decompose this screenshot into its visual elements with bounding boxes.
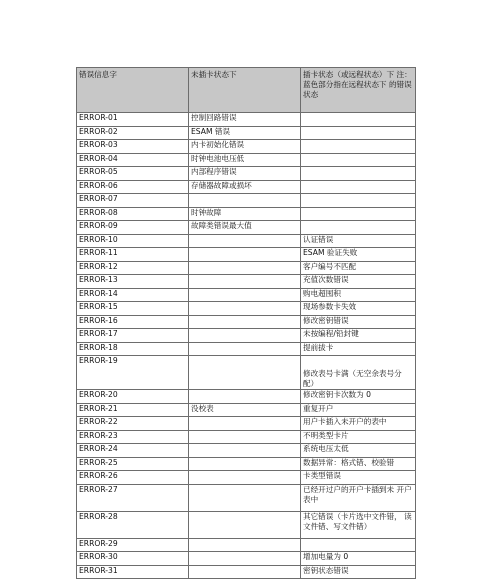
error-code-cell: ERROR-28 [77,511,189,538]
card-cell: 增加电量为 0 [301,552,416,566]
card-cell: 不明类型卡片 [301,430,416,444]
table-row [77,342,416,356]
no-card-cell: 内卡初始化错误 [189,140,301,154]
table-row [77,288,416,302]
table-row [77,261,416,275]
error-code-cell: ERROR-24 [77,444,189,458]
table-row [77,552,416,566]
table-row [77,302,416,316]
table-row [77,221,416,235]
no-card-cell [189,417,301,431]
no-card-cell [189,565,301,579]
table-row [77,471,416,485]
no-card-cell [189,261,301,275]
table-header-row [77,68,416,113]
table-row [77,511,416,538]
table-row [77,457,416,471]
no-card-cell [189,511,301,538]
table-row [77,113,416,127]
card-cell [301,167,416,181]
no-card-cell [189,552,301,566]
table-row [77,484,416,511]
card-cell [301,126,416,140]
error-code-table [76,67,416,579]
table-row [77,444,416,458]
card-cell: 数据异常：格式错、校验错 [301,457,416,471]
error-code-cell: ERROR-22 [77,417,189,431]
table-row [77,538,416,552]
error-code-cell: ERROR-09 [77,221,189,235]
table-row [77,315,416,329]
card-cell [301,194,416,208]
error-code-cell: ERROR-17 [77,329,189,343]
card-cell: 用户卡插入未开户的表中 [301,417,416,431]
header-code: 错误信息字 [77,68,189,113]
error-code-cell: ERROR-25 [77,457,189,471]
header-no-card: 未插卡状态下 [189,68,301,113]
card-cell: 充值次数错误 [301,275,416,289]
error-code-cell: ERROR-18 [77,342,189,356]
no-card-cell [189,288,301,302]
card-cell [301,538,416,552]
no-card-cell [189,538,301,552]
no-card-cell [189,444,301,458]
no-card-cell: 时钟电池电压低 [189,153,301,167]
card-cell [301,140,416,154]
no-card-cell: 故障类错误最大值 [189,221,301,235]
table-row [77,565,416,579]
error-code-cell: ERROR-04 [77,153,189,167]
card-cell: 修改密钥卡次数为 0 [301,390,416,404]
error-code-cell: ERROR-23 [77,430,189,444]
card-cell: 购电超囤积 [301,288,416,302]
table-row [77,403,416,417]
error-code-cell: ERROR-06 [77,180,189,194]
no-card-cell [189,248,301,262]
card-cell: 卡类型错误 [301,471,416,485]
card-cell: 重复开户 [301,403,416,417]
no-card-cell [189,234,301,248]
card-cell: 未按编程/铅封键 [301,329,416,343]
card-cell [301,113,416,127]
card-cell [301,221,416,235]
card-cell: 现场参数卡失效 [301,302,416,316]
error-code-cell: ERROR-07 [77,194,189,208]
table-row [77,194,416,208]
no-card-cell [189,302,301,316]
error-code-cell: ERROR-08 [77,207,189,221]
card-cell: 修改表号卡满（无空余表号分 配） [301,356,416,390]
card-cell: 提前拔卡 [301,342,416,356]
error-code-cell: ERROR-26 [77,471,189,485]
no-card-cell [189,484,301,511]
error-code-cell: ERROR-21 [77,403,189,417]
error-code-cell: ERROR-20 [77,390,189,404]
no-card-cell: 时钟故障 [189,207,301,221]
no-card-cell [189,430,301,444]
no-card-cell: 存储器故障或损坏 [189,180,301,194]
table-row [77,153,416,167]
table-row [77,329,416,343]
error-code-cell: ERROR-13 [77,275,189,289]
table-row [77,417,416,431]
header-card: 插卡状态（或远程状态）下 注：蓝色部分指在远程状态下 的错误状态 [301,68,416,113]
table-row [77,356,416,390]
error-code-cell: ERROR-03 [77,140,189,154]
error-code-cell: ERROR-05 [77,167,189,181]
error-code-cell: ERROR-02 [77,126,189,140]
error-code-cell: ERROR-16 [77,315,189,329]
card-cell: 其它错误（卡片选中文件错， 读文件错、写文件错） [301,511,416,538]
no-card-cell [189,315,301,329]
card-cell: 修改密钥错误 [301,315,416,329]
card-cell: 客户编号不匹配 [301,261,416,275]
no-card-cell [189,390,301,404]
error-code-cell: ERROR-10 [77,234,189,248]
card-cell: 已经开过户的开户卡插到未 开户表中 [301,484,416,511]
no-card-cell [189,471,301,485]
error-code-cell: ERROR-15 [77,302,189,316]
no-card-cell [189,194,301,208]
card-cell [301,153,416,167]
no-card-cell: 控制回路错误 [189,113,301,127]
no-card-cell [189,342,301,356]
table-row [77,248,416,262]
no-card-cell [189,356,301,390]
table-row [77,140,416,154]
table-row [77,275,416,289]
error-code-cell: ERROR-31 [77,565,189,579]
error-code-cell: ERROR-29 [77,538,189,552]
error-code-cell: ERROR-12 [77,261,189,275]
card-cell [301,180,416,194]
card-cell [301,207,416,221]
table-row [77,167,416,181]
table-row [77,430,416,444]
table-row [77,207,416,221]
error-code-cell: ERROR-01 [77,113,189,127]
no-card-cell [189,275,301,289]
table-row [77,234,416,248]
table-row [77,126,416,140]
table-row [77,180,416,194]
error-code-cell: ERROR-30 [77,552,189,566]
card-cell: 密钥状态错误 [301,565,416,579]
no-card-cell [189,457,301,471]
card-cell: ESAM 验证失败 [301,248,416,262]
error-code-cell: ERROR-19 [77,356,189,390]
table-row [77,390,416,404]
error-code-cell: ERROR-11 [77,248,189,262]
card-cell: 认证错误 [301,234,416,248]
no-card-cell: ESAM 错误 [189,126,301,140]
no-card-cell: 没校表 [189,403,301,417]
no-card-cell [189,329,301,343]
no-card-cell: 内部程序错误 [189,167,301,181]
error-code-cell: ERROR-27 [77,484,189,511]
error-code-cell: ERROR-14 [77,288,189,302]
card-cell: 系统电压太低 [301,444,416,458]
